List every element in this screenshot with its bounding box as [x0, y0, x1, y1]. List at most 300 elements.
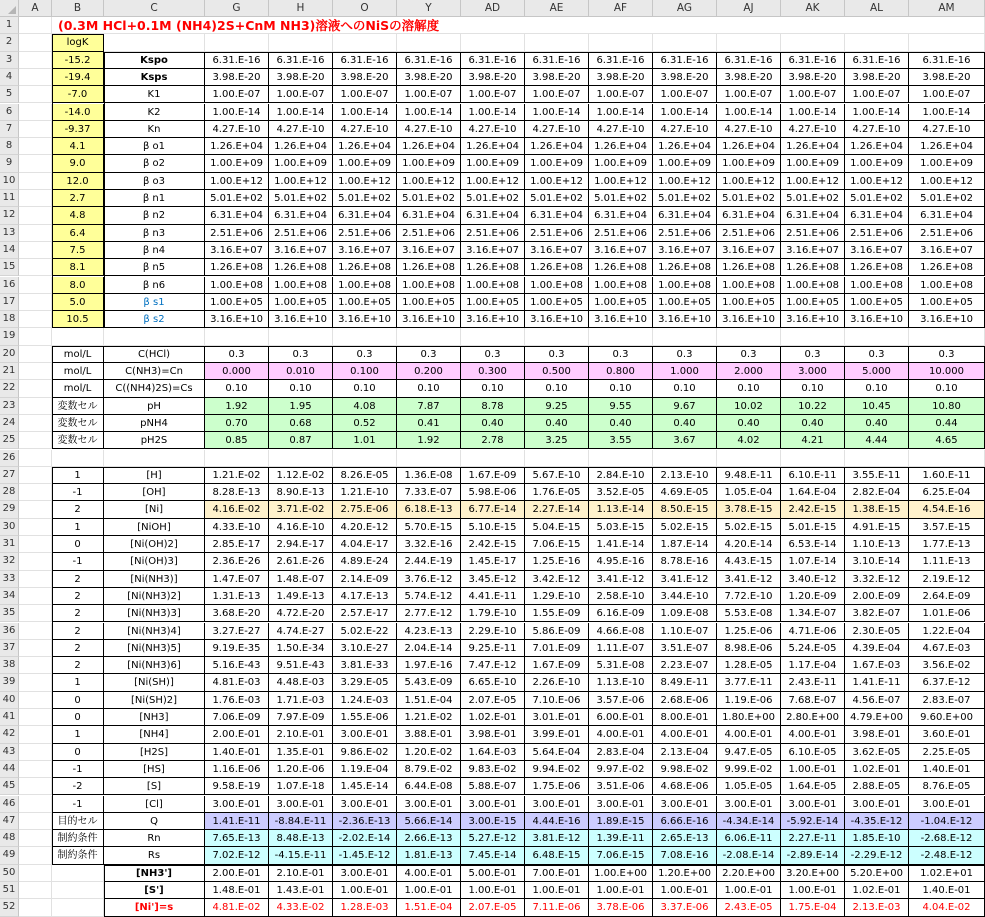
value-cell[interactable]: 0.40 — [845, 415, 909, 432]
value-cell[interactable]: 4.27.E-10 — [653, 121, 717, 138]
value-cell[interactable]: 9.19.E-35 — [205, 640, 269, 657]
value-cell[interactable]: 4.43.E-15 — [717, 553, 781, 570]
value-cell[interactable]: 4.79.E+00 — [845, 709, 909, 726]
column-header[interactable]: B — [52, 0, 104, 17]
value-cell[interactable]: 1.00.E+12 — [333, 173, 397, 190]
cell[interactable] — [19, 328, 52, 345]
value-cell[interactable]: 2.43.E-11 — [781, 674, 845, 691]
label-cell[interactable] — [52, 865, 104, 882]
value-cell[interactable]: 9.60.E+00 — [909, 709, 985, 726]
value-cell[interactable]: 9.86.E-02 — [333, 744, 397, 761]
value-cell[interactable]: 3.16.E+10 — [909, 311, 985, 328]
value-cell[interactable]: 5.01.E+02 — [397, 190, 461, 207]
value-cell[interactable]: 0.40 — [781, 415, 845, 432]
value-cell[interactable]: 1.48.E-01 — [205, 882, 269, 899]
value-cell[interactable]: 1.00.E+09 — [205, 155, 269, 172]
value-cell[interactable]: 1.49.E-13 — [269, 588, 333, 605]
value-cell[interactable]: 1.00.E-14 — [205, 104, 269, 121]
value-cell[interactable] — [909, 328, 985, 345]
value-cell[interactable]: 6.48.E-15 — [525, 847, 589, 864]
value-cell[interactable]: 6.53.E-14 — [781, 536, 845, 553]
label-cell[interactable]: -19.4 — [52, 69, 104, 86]
value-cell[interactable]: 4.91.E-15 — [845, 519, 909, 536]
row-header[interactable]: 45 — [0, 778, 19, 795]
value-cell[interactable]: 1.43.E-01 — [269, 882, 333, 899]
label-cell[interactable]: 2 — [52, 657, 104, 674]
value-cell[interactable]: 0.40 — [653, 415, 717, 432]
name-cell[interactable]: β n5 — [104, 259, 205, 276]
value-cell[interactable]: 7.06.E-09 — [205, 709, 269, 726]
value-cell[interactable]: 2.78 — [461, 432, 525, 449]
value-cell[interactable]: 3.16.E+07 — [525, 242, 589, 259]
cell[interactable] — [19, 363, 52, 380]
value-cell[interactable]: 1.00.E+05 — [525, 294, 589, 311]
value-cell[interactable]: 4.17.E-13 — [333, 588, 397, 605]
value-cell[interactable]: 6.31.E-16 — [717, 52, 781, 69]
value-cell[interactable]: 0.10 — [205, 380, 269, 397]
value-cell[interactable]: 1.00.E-07 — [589, 86, 653, 103]
value-cell[interactable]: 10.02 — [717, 398, 781, 415]
label-cell[interactable]: 変数セル — [52, 432, 104, 449]
value-cell[interactable]: 3.45.E-12 — [461, 571, 525, 588]
value-cell[interactable]: 1.00.E+09 — [525, 155, 589, 172]
value-cell[interactable]: 6.31.E-16 — [589, 52, 653, 69]
value-cell[interactable]: 3.16.E+07 — [333, 242, 397, 259]
value-cell[interactable]: 1.07.E-14 — [781, 553, 845, 570]
value-cell[interactable]: 1.00.E+09 — [845, 155, 909, 172]
value-cell[interactable]: 0.40 — [525, 415, 589, 432]
value-cell[interactable]: 1.26.E+04 — [589, 138, 653, 155]
value-cell[interactable]: 1.95 — [269, 398, 333, 415]
value-cell[interactable]: 3.57.E-06 — [589, 692, 653, 709]
row-header[interactable]: 47 — [0, 813, 19, 830]
row-header[interactable]: 7 — [0, 121, 19, 138]
value-cell[interactable]: 6.31.E-16 — [525, 52, 589, 69]
value-cell[interactable]: 1.26.E+04 — [781, 138, 845, 155]
column-header[interactable]: A — [19, 0, 52, 17]
value-cell[interactable]: 3.68.E-20 — [205, 605, 269, 622]
value-cell[interactable]: 1.11.E-07 — [589, 640, 653, 657]
value-cell[interactable]: 8.00.E-01 — [653, 709, 717, 726]
value-cell[interactable]: 3.81.E-12 — [525, 830, 589, 847]
value-cell[interactable]: 1.00.E-07 — [845, 86, 909, 103]
row-header[interactable]: 51 — [0, 882, 19, 899]
value-cell[interactable]: 6.65.E-10 — [461, 674, 525, 691]
value-cell[interactable]: 4.27.E-10 — [461, 121, 525, 138]
value-cell[interactable]: 1.00.E+08 — [461, 277, 525, 294]
value-cell[interactable]: 1.26.E+08 — [717, 259, 781, 276]
value-cell[interactable]: 1.02.E+01 — [909, 865, 985, 882]
label-cell[interactable]: 0 — [52, 536, 104, 553]
value-cell[interactable]: 1.26.E+04 — [845, 138, 909, 155]
value-cell[interactable]: 3.51.E-07 — [653, 640, 717, 657]
value-cell[interactable]: 5.01.E+02 — [589, 190, 653, 207]
value-cell[interactable]: 1.00.E-07 — [333, 86, 397, 103]
cell[interactable] — [19, 380, 52, 397]
value-cell[interactable]: 1.00.E+08 — [525, 277, 589, 294]
value-cell[interactable] — [205, 328, 269, 345]
value-cell[interactable]: 2.83.E-04 — [589, 744, 653, 761]
cell[interactable] — [19, 501, 52, 518]
column-header[interactable]: AJ — [717, 0, 781, 17]
value-cell[interactable]: 1.00.E+12 — [717, 173, 781, 190]
value-cell[interactable] — [461, 450, 525, 467]
value-cell[interactable]: 10.22 — [781, 398, 845, 415]
row-header[interactable]: 3 — [0, 52, 19, 69]
value-cell[interactable]: 0.3 — [717, 346, 781, 363]
value-cell[interactable]: 4.48.E-03 — [269, 674, 333, 691]
label-cell[interactable]: 2 — [52, 501, 104, 518]
value-cell[interactable]: 1.41.E-11 — [205, 813, 269, 830]
value-cell[interactable]: 5.01.E+02 — [653, 190, 717, 207]
value-cell[interactable]: 0.10 — [397, 380, 461, 397]
value-cell[interactable]: 1.00.E+08 — [205, 277, 269, 294]
value-cell[interactable] — [653, 450, 717, 467]
value-cell[interactable]: 3.76.E-12 — [397, 571, 461, 588]
cell[interactable] — [19, 104, 52, 121]
name-cell[interactable]: [Ni(NH3)5] — [104, 640, 205, 657]
value-cell[interactable]: 3.00.E-01 — [589, 796, 653, 813]
value-cell[interactable]: 4.27.E-10 — [589, 121, 653, 138]
value-cell[interactable]: 1.00.E+12 — [909, 173, 985, 190]
cell[interactable] — [19, 138, 52, 155]
row-header[interactable]: 35 — [0, 605, 19, 622]
label-cell[interactable]: 制約条件 — [52, 830, 104, 847]
value-cell[interactable]: 4.67.E-03 — [909, 640, 985, 657]
value-cell[interactable]: 3.77.E-11 — [717, 674, 781, 691]
value-cell[interactable]: -2.08.E-14 — [717, 847, 781, 864]
value-cell[interactable] — [717, 328, 781, 345]
value-cell[interactable]: 1.00.E-07 — [269, 86, 333, 103]
value-cell[interactable]: 5.66.E-14 — [397, 813, 461, 830]
name-cell[interactable]: Rn — [104, 830, 205, 847]
row-header[interactable]: 34 — [0, 588, 19, 605]
value-cell[interactable]: 0.200 — [397, 363, 461, 380]
row-header[interactable]: 40 — [0, 692, 19, 709]
value-cell[interactable]: 6.31.E-16 — [845, 52, 909, 69]
cell[interactable] — [19, 536, 52, 553]
value-cell[interactable]: 1.00.E+09 — [333, 155, 397, 172]
value-cell[interactable]: 2.75.E-06 — [333, 501, 397, 518]
value-cell[interactable]: 9.98.E-02 — [653, 761, 717, 778]
value-cell[interactable]: 1.25.E-06 — [717, 623, 781, 640]
value-cell[interactable]: 1.00.E+12 — [205, 173, 269, 190]
value-cell[interactable]: 4.33.E-02 — [269, 899, 333, 916]
value-cell[interactable]: 2.13.E-10 — [653, 467, 717, 484]
label-cell[interactable]: 2 — [52, 588, 104, 605]
value-cell[interactable]: 4.20.E-12 — [333, 519, 397, 536]
value-cell[interactable]: 3.00.E-01 — [653, 796, 717, 813]
label-cell[interactable]: -1 — [52, 761, 104, 778]
cell[interactable] — [19, 398, 52, 415]
value-cell[interactable]: 6.37.E-12 — [909, 674, 985, 691]
name-cell[interactable]: [OH] — [104, 484, 205, 501]
value-cell[interactable]: 2.65.E-13 — [653, 830, 717, 847]
value-cell[interactable]: 1.00.E+05 — [845, 294, 909, 311]
cell[interactable] — [19, 674, 52, 691]
value-cell[interactable]: 5.01.E+02 — [205, 190, 269, 207]
label-cell[interactable]: 8.1 — [52, 259, 104, 276]
value-cell[interactable]: 3.82.E-07 — [845, 605, 909, 622]
row-header[interactable]: 29 — [0, 501, 19, 518]
cell[interactable] — [19, 588, 52, 605]
value-cell[interactable]: 1.55.E-06 — [333, 709, 397, 726]
value-cell[interactable]: 1.10.E-13 — [845, 536, 909, 553]
label-cell[interactable]: mol/L — [52, 346, 104, 363]
value-cell[interactable]: 0.10 — [845, 380, 909, 397]
value-cell[interactable]: 1.48.E-07 — [269, 571, 333, 588]
cell[interactable] — [19, 207, 52, 224]
value-cell[interactable]: 2.000 — [717, 363, 781, 380]
value-cell[interactable] — [653, 34, 717, 51]
label-cell[interactable]: 0 — [52, 744, 104, 761]
value-cell[interactable]: 1.00.E+05 — [333, 294, 397, 311]
row-header[interactable]: 38 — [0, 657, 19, 674]
value-cell[interactable]: 3.16.E+07 — [205, 242, 269, 259]
label-cell[interactable]: -1 — [52, 796, 104, 813]
name-cell[interactable]: β o2 — [104, 155, 205, 172]
value-cell[interactable]: 4.00.E-01 — [781, 726, 845, 743]
value-cell[interactable]: 1.13.E-14 — [589, 501, 653, 518]
value-cell[interactable] — [525, 328, 589, 345]
column-header[interactable]: H — [269, 0, 333, 17]
value-cell[interactable]: 4.27.E-10 — [781, 121, 845, 138]
value-cell[interactable]: 1.00.E-14 — [589, 104, 653, 121]
value-cell[interactable]: 5.20.E+00 — [845, 865, 909, 882]
value-cell[interactable]: 4.23.E-13 — [397, 623, 461, 640]
name-cell[interactable]: [Ni(SH)] — [104, 674, 205, 691]
value-cell[interactable]: 3.25 — [525, 432, 589, 449]
value-cell[interactable]: 1.00.E-14 — [653, 104, 717, 121]
name-cell[interactable]: β o3 — [104, 173, 205, 190]
value-cell[interactable]: 1.75.E-04 — [781, 899, 845, 916]
value-cell[interactable]: 3.42.E-12 — [525, 571, 589, 588]
value-cell[interactable]: 0.010 — [269, 363, 333, 380]
value-cell[interactable]: 1.77.E-13 — [909, 536, 985, 553]
value-cell[interactable] — [653, 328, 717, 345]
value-cell[interactable]: 3.00.E-15 — [461, 813, 525, 830]
cell[interactable] — [19, 778, 52, 795]
value-cell[interactable]: 0.300 — [461, 363, 525, 380]
value-cell[interactable]: 4.20.E-14 — [717, 536, 781, 553]
row-header[interactable]: 33 — [0, 571, 19, 588]
value-cell[interactable]: 0.3 — [205, 346, 269, 363]
value-cell[interactable]: 7.10.E-06 — [525, 692, 589, 709]
cell[interactable] — [19, 190, 52, 207]
value-cell[interactable]: -2.48.E-12 — [909, 847, 985, 864]
value-cell[interactable]: 3.00.E-01 — [717, 796, 781, 813]
value-cell[interactable]: 5.53.E-08 — [717, 605, 781, 622]
name-cell[interactable]: K2 — [104, 104, 205, 121]
value-cell[interactable]: 5.02.E-15 — [717, 519, 781, 536]
value-cell[interactable]: 3.52.E-05 — [589, 484, 653, 501]
value-cell[interactable]: 9.99.E-02 — [717, 761, 781, 778]
value-cell[interactable]: 1.00.E+09 — [461, 155, 525, 172]
value-cell[interactable]: 1.38.E-15 — [845, 501, 909, 518]
value-cell[interactable]: 2.27.E-14 — [525, 501, 589, 518]
value-cell[interactable]: 1.21.E-10 — [333, 484, 397, 501]
value-cell[interactable]: 3.16.E+10 — [589, 311, 653, 328]
value-cell[interactable]: 6.25.E-04 — [909, 484, 985, 501]
value-cell[interactable]: 1.26.E+04 — [333, 138, 397, 155]
value-cell[interactable]: 1.00.E+00 — [589, 865, 653, 882]
cell[interactable] — [19, 484, 52, 501]
value-cell[interactable]: 0.70 — [205, 415, 269, 432]
value-cell[interactable]: 1.26.E+04 — [269, 138, 333, 155]
value-cell[interactable]: 3.00.E-01 — [333, 796, 397, 813]
value-cell[interactable]: 1.00.E+05 — [909, 294, 985, 311]
label-cell[interactable]: 0 — [52, 709, 104, 726]
value-cell[interactable]: 1.00.E+09 — [781, 155, 845, 172]
value-cell[interactable]: 3.16.E+10 — [653, 311, 717, 328]
cell[interactable] — [19, 17, 52, 34]
label-cell[interactable]: mol/L — [52, 363, 104, 380]
value-cell[interactable]: 1.29.E-10 — [525, 588, 589, 605]
value-cell[interactable]: 4.00.E-01 — [653, 726, 717, 743]
value-cell[interactable]: 1.26.E+04 — [205, 138, 269, 155]
value-cell[interactable]: 3.40.E-12 — [781, 571, 845, 588]
value-cell[interactable]: 2.61.E-26 — [269, 553, 333, 570]
value-cell[interactable]: 1.00.E+12 — [653, 173, 717, 190]
value-cell[interactable]: 2.00.E-01 — [205, 726, 269, 743]
value-cell[interactable]: 1.17.E-04 — [781, 657, 845, 674]
label-cell[interactable]: 5.0 — [52, 294, 104, 311]
value-cell[interactable]: 8.26.E-05 — [333, 467, 397, 484]
value-cell[interactable] — [717, 450, 781, 467]
value-cell[interactable]: 1.00.E+08 — [845, 277, 909, 294]
value-cell[interactable]: 9.25 — [525, 398, 589, 415]
value-cell[interactable]: 5.67.E-10 — [525, 467, 589, 484]
value-cell[interactable]: 6.31.E+04 — [269, 207, 333, 224]
name-cell[interactable]: β n2 — [104, 207, 205, 224]
value-cell[interactable]: 0.40 — [589, 415, 653, 432]
value-cell[interactable]: 1.60.E-11 — [909, 467, 985, 484]
value-cell[interactable]: 1.00.E+12 — [269, 173, 333, 190]
value-cell[interactable]: 1.16.E-06 — [205, 761, 269, 778]
value-cell[interactable]: 2.23.E-07 — [653, 657, 717, 674]
value-cell[interactable]: 5.01.E+02 — [909, 190, 985, 207]
value-cell[interactable]: 1.26.E+08 — [461, 259, 525, 276]
value-cell[interactable]: 8.50.E-15 — [653, 501, 717, 518]
cell[interactable] — [19, 744, 52, 761]
value-cell[interactable]: 1.00.E-14 — [525, 104, 589, 121]
value-cell[interactable]: 0.3 — [909, 346, 985, 363]
name-cell[interactable]: C(HCl) — [104, 346, 205, 363]
cell[interactable] — [19, 467, 52, 484]
cell[interactable] — [19, 155, 52, 172]
value-cell[interactable]: 3.57.E-15 — [909, 519, 985, 536]
value-cell[interactable]: 1.00.E+09 — [589, 155, 653, 172]
column-header[interactable]: AD — [461, 0, 525, 17]
value-cell[interactable]: 5.70.E-15 — [397, 519, 461, 536]
row-header[interactable]: 24 — [0, 415, 19, 432]
name-cell[interactable] — [104, 450, 205, 467]
value-cell[interactable]: -4.34.E-14 — [717, 813, 781, 830]
value-cell[interactable]: 1.00.E-07 — [781, 86, 845, 103]
name-cell[interactable]: Q — [104, 813, 205, 830]
value-cell[interactable] — [205, 450, 269, 467]
value-cell[interactable]: 3.37.E-06 — [653, 899, 717, 916]
label-cell[interactable] — [52, 328, 104, 345]
value-cell[interactable]: 6.10.E-05 — [781, 744, 845, 761]
row-header[interactable]: 36 — [0, 623, 19, 640]
value-cell[interactable]: 3.29.E-05 — [333, 674, 397, 691]
value-cell[interactable]: 2.68.E-06 — [653, 692, 717, 709]
value-cell[interactable]: 6.31.E-16 — [333, 52, 397, 69]
value-cell[interactable]: 1.00.E+05 — [653, 294, 717, 311]
value-cell[interactable]: 3.32.E-12 — [845, 571, 909, 588]
value-cell[interactable]: 2.51.E+06 — [333, 225, 397, 242]
value-cell[interactable]: 6.16.E-09 — [589, 605, 653, 622]
value-cell[interactable]: 1.00.E+12 — [525, 173, 589, 190]
value-cell[interactable]: 1.26.E+04 — [653, 138, 717, 155]
value-cell[interactable]: 1.00.E-01 — [781, 761, 845, 778]
value-cell[interactable]: 6.31.E-16 — [205, 52, 269, 69]
value-cell[interactable]: 8.76.E-05 — [909, 778, 985, 795]
value-cell[interactable]: 0.87 — [269, 432, 333, 449]
value-cell[interactable]: 3.98.E-20 — [717, 69, 781, 86]
row-header[interactable]: 37 — [0, 640, 19, 657]
value-cell[interactable]: 9.51.E-43 — [269, 657, 333, 674]
value-cell[interactable]: 2.64.E-09 — [909, 588, 985, 605]
value-cell[interactable]: 5.02.E-22 — [333, 623, 397, 640]
name-cell[interactable]: C(NH3)=Cn — [104, 363, 205, 380]
value-cell[interactable]: 2.25.E-05 — [909, 744, 985, 761]
value-cell[interactable]: 5.03.E-15 — [589, 519, 653, 536]
value-cell[interactable]: 1.40.E-01 — [205, 744, 269, 761]
value-cell[interactable]: 7.06.E-15 — [525, 536, 589, 553]
value-cell[interactable]: 1.50.E-34 — [269, 640, 333, 657]
value-cell[interactable]: 1.26.E+04 — [717, 138, 781, 155]
name-cell[interactable]: K1 — [104, 86, 205, 103]
label-cell[interactable]: -14.0 — [52, 104, 104, 121]
value-cell[interactable]: 1.00.E+09 — [909, 155, 985, 172]
value-cell[interactable]: 1.00.E-01 — [397, 882, 461, 899]
value-cell[interactable]: 1.97.E-16 — [397, 657, 461, 674]
value-cell[interactable]: 8.28.E-13 — [205, 484, 269, 501]
value-cell[interactable]: 3.98.E-20 — [845, 69, 909, 86]
value-cell[interactable]: 7.00.E-01 — [525, 865, 589, 882]
value-cell[interactable]: 3.16.E+10 — [781, 311, 845, 328]
value-cell[interactable]: 6.31.E-16 — [269, 52, 333, 69]
value-cell[interactable]: 1.31.E-13 — [205, 588, 269, 605]
value-cell[interactable]: 1.87.E-14 — [653, 536, 717, 553]
column-header[interactable]: G — [205, 0, 269, 17]
row-header[interactable]: 5 — [0, 86, 19, 103]
value-cell[interactable]: 1.00.E-01 — [717, 882, 781, 899]
value-cell[interactable]: 4.27.E-10 — [909, 121, 985, 138]
label-cell[interactable]: 8.0 — [52, 277, 104, 294]
value-cell[interactable] — [781, 328, 845, 345]
row-header[interactable]: 49 — [0, 847, 19, 864]
value-cell[interactable]: 2.42.E-15 — [461, 536, 525, 553]
value-cell[interactable]: 2.51.E+06 — [461, 225, 525, 242]
value-cell[interactable]: 6.31.E+04 — [909, 207, 985, 224]
value-cell[interactable] — [525, 34, 589, 51]
name-cell[interactable]: [Ni(NH3)2] — [104, 588, 205, 605]
value-cell[interactable]: 1.00.E+08 — [269, 277, 333, 294]
value-cell[interactable]: 3.00.E-01 — [269, 796, 333, 813]
value-cell[interactable]: 1.45.E-17 — [461, 553, 525, 570]
value-cell[interactable] — [589, 34, 653, 51]
value-cell[interactable]: 1.00.E-14 — [333, 104, 397, 121]
cell[interactable] — [19, 432, 52, 449]
label-cell[interactable]: -15.2 — [52, 52, 104, 69]
value-cell[interactable]: 8.78.E-16 — [653, 553, 717, 570]
name-cell[interactable]: [Ni(OH)3] — [104, 553, 205, 570]
value-cell[interactable]: 1.02.E-01 — [461, 709, 525, 726]
value-cell[interactable]: 3.41.E-12 — [653, 571, 717, 588]
